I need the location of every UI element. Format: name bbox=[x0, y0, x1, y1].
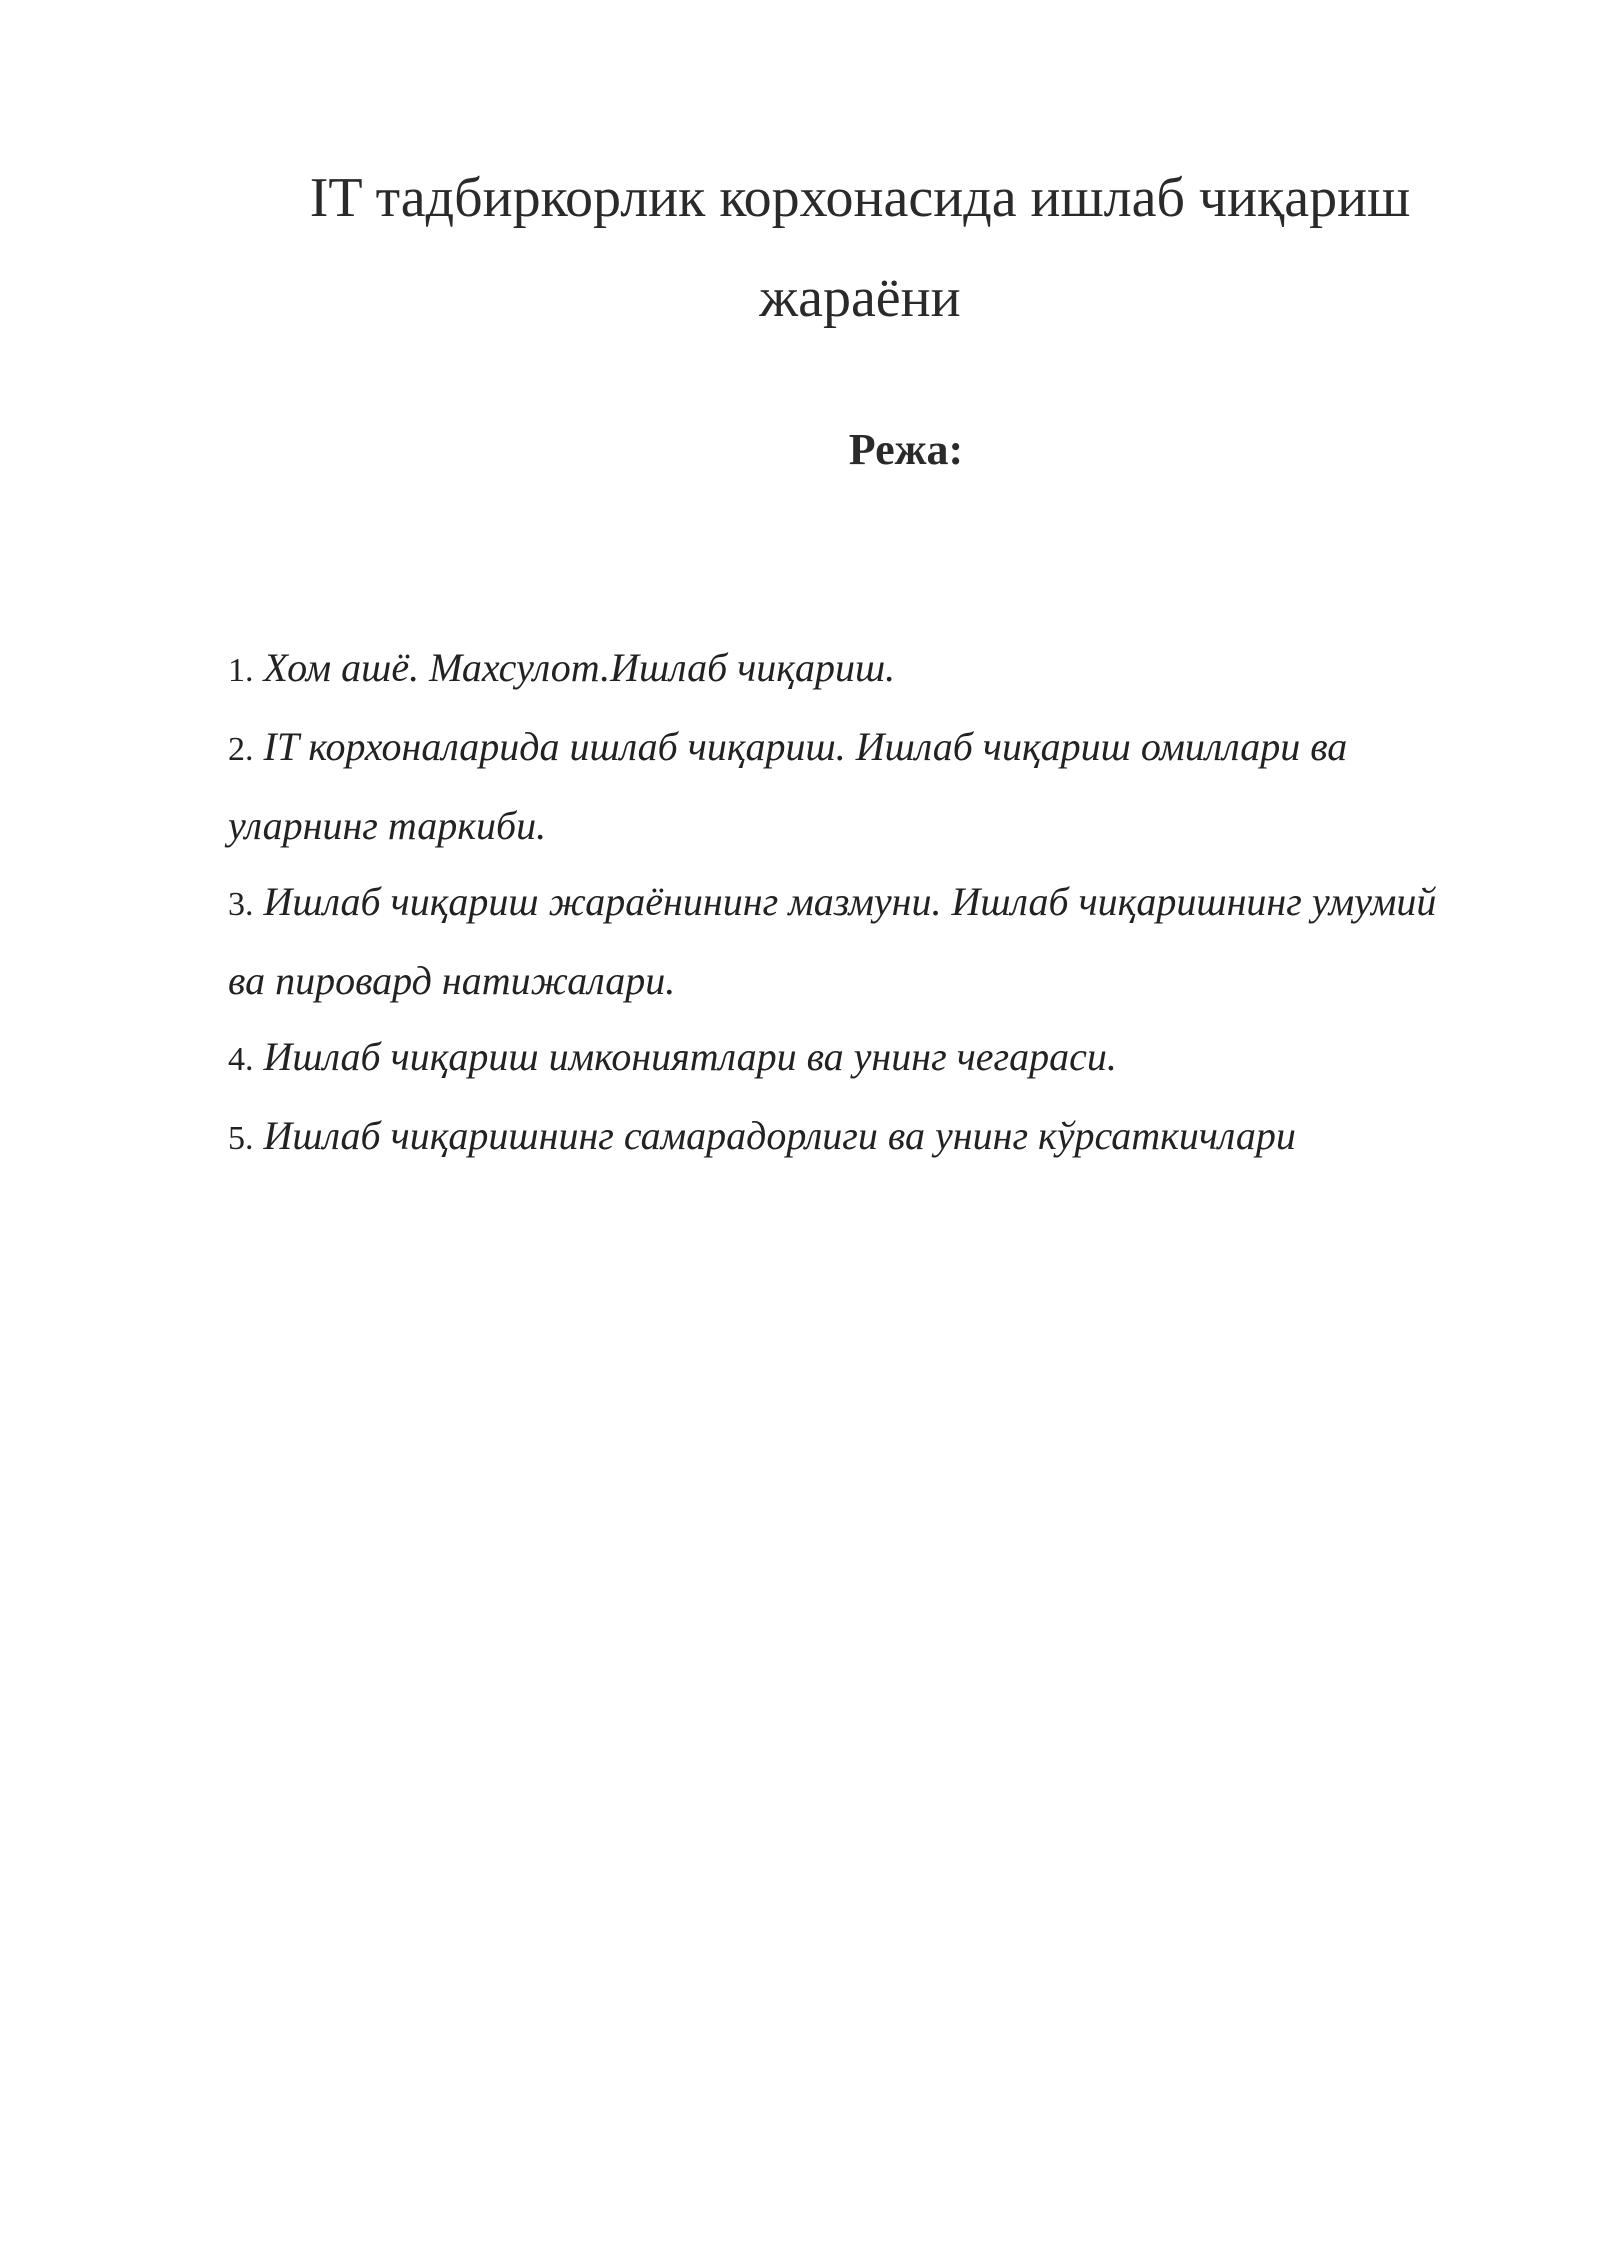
plan-item-4 bbox=[228, 1019, 1468, 1098]
plan-item-text: Хом ашё. Махсулот.Ишлаб чиқариш. bbox=[263, 645, 896, 690]
title-line-2: жараёни bbox=[759, 267, 961, 329]
plan-item-1 bbox=[228, 630, 1468, 709]
plan-item-2 bbox=[228, 709, 1468, 864]
plan-item-text: Ишлаб чиқариш жараёнининг мазмуни. Ишлаб чиқаришнинг умумий ва пировард натижалари. bbox=[228, 879, 1437, 1003]
plan-heading: Режа: bbox=[848, 425, 964, 474]
plan-item-3 bbox=[228, 864, 1468, 1019]
plan-item-number: 2. bbox=[228, 731, 254, 768]
document-title bbox=[230, 148, 1490, 348]
plan-item-number: 4. bbox=[228, 1041, 254, 1078]
plan-item-text: IT корхоналарида ишлаб чиқариш. Ишлаб чиқариш омиллари ва уларнинг таркиби. bbox=[228, 724, 1348, 848]
plan-item-number: 1. bbox=[228, 652, 254, 689]
plan-item-number: 5. bbox=[228, 1120, 254, 1157]
plan-list bbox=[228, 630, 1468, 1177]
plan-item-5 bbox=[228, 1098, 1468, 1177]
plan-item-number: 3. bbox=[228, 886, 254, 923]
plan-item-text: Ишлаб чиқаришнинг самарадорлиги ва унинг кўрсаткичлари bbox=[263, 1113, 1296, 1158]
plan-item-text: Ишлаб чиқариш имкониятлари ва унинг чегараси. bbox=[263, 1034, 1117, 1079]
title-line-1: IT тадбиркорлик корхонасида ишлаб чиқариш bbox=[309, 167, 1411, 229]
